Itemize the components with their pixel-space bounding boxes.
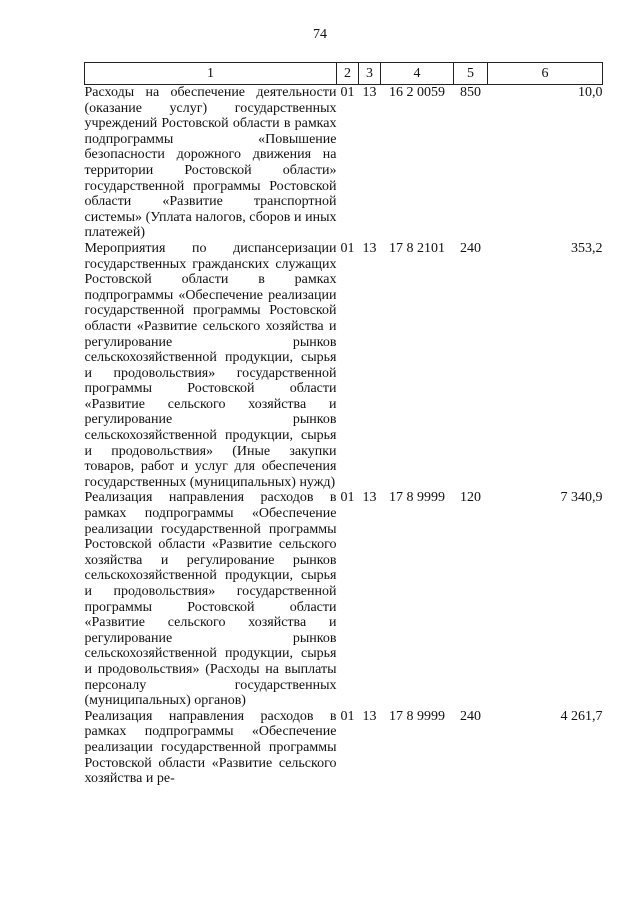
row-expense-type: 850	[460, 85, 481, 100]
row-target-code: 17 8 9999	[389, 490, 445, 506]
row-amount: 4 261,7	[560, 708, 603, 724]
row-ministry-code: 01	[340, 708, 355, 724]
row-description: Реализация направления расходов в рамках подпрограммы «Обеспечение реализации государственной программы Ростовской области «Развитие сельского хозяйства и ре-	[84, 708, 337, 787]
header-col-6: 6	[488, 63, 603, 85]
table-row	[85, 709, 603, 787]
row-section-code: 13	[362, 490, 377, 506]
row-amount: 353,2	[571, 240, 603, 256]
header-col-3: 3	[359, 63, 381, 85]
row-ministry-code: 01	[340, 240, 355, 256]
row-description: Реализация направления расходов в рамках подпрограммы «Обеспечение реализации государственной программы Ростовской области «Развитие сельского хозяйства и регулирование рынков сельскохозяйственной продукции, сырья и продовольствия» государственной программы Ростовской области «Развитие сельского хозяйства и регулирование рынков сельскохозяйственной продукции, сырья и продовольствия» (Расходы на выплаты персоналу государственных (муниципальных) органов)	[84, 490, 337, 709]
page-number: 74	[313, 27, 327, 42]
header-col-2: 2	[337, 63, 359, 85]
header-col-4: 4	[381, 63, 454, 85]
table-row	[85, 241, 603, 491]
row-amount: 7 340,9	[560, 490, 603, 506]
row-target-code: 17 8 2101	[389, 240, 445, 256]
row-description: Расходы на обеспечение деятельности (оказание услуг) государственных учреждений Ростовской области в рамках подпрограммы «Повышение безопасности дорожного движения на территории Ростовской области» государственной программы Ростовской области «Развитие транспортной системы» (Уплата налогов, сборов и иных платежей)	[84, 85, 337, 241]
table-header-row	[85, 63, 603, 85]
row-expense-type: 120	[460, 490, 481, 506]
row-ministry-code: 01	[340, 85, 355, 100]
table-row	[85, 490, 603, 708]
row-section-code: 13	[362, 708, 377, 724]
table-row	[85, 85, 603, 241]
row-description: Мероприятия по диспансеризации государственных гражданских служащих Ростовской области в рамках подпрограммы «Обеспечение реализации государственной программы Ростовской области «Развитие сельского хозяйства и регулирование рынков сельскохозяйственной продукции, сырья и продовольствия» государственной программы Ростовской области «Развитие сельского хозяйства и регулирование рынков сельскохозяйственной продукции, сырья и продовольствия» (Иные закупки товаров, работ и услуг для обеспечения государственных (муниципальных) нужд)	[84, 240, 337, 490]
row-section-code: 13	[362, 85, 377, 100]
header-col-5: 5	[454, 63, 488, 85]
row-target-code: 17 8 9999	[389, 708, 445, 724]
row-amount: 10,0	[578, 85, 603, 100]
row-section-code: 13	[362, 240, 377, 256]
budget-table	[84, 62, 603, 787]
row-target-code: 16 2 0059	[389, 85, 445, 100]
header-col-1: 1	[85, 63, 337, 85]
row-expense-type: 240	[460, 240, 481, 256]
row-ministry-code: 01	[340, 490, 355, 506]
row-expense-type: 240	[460, 708, 481, 724]
